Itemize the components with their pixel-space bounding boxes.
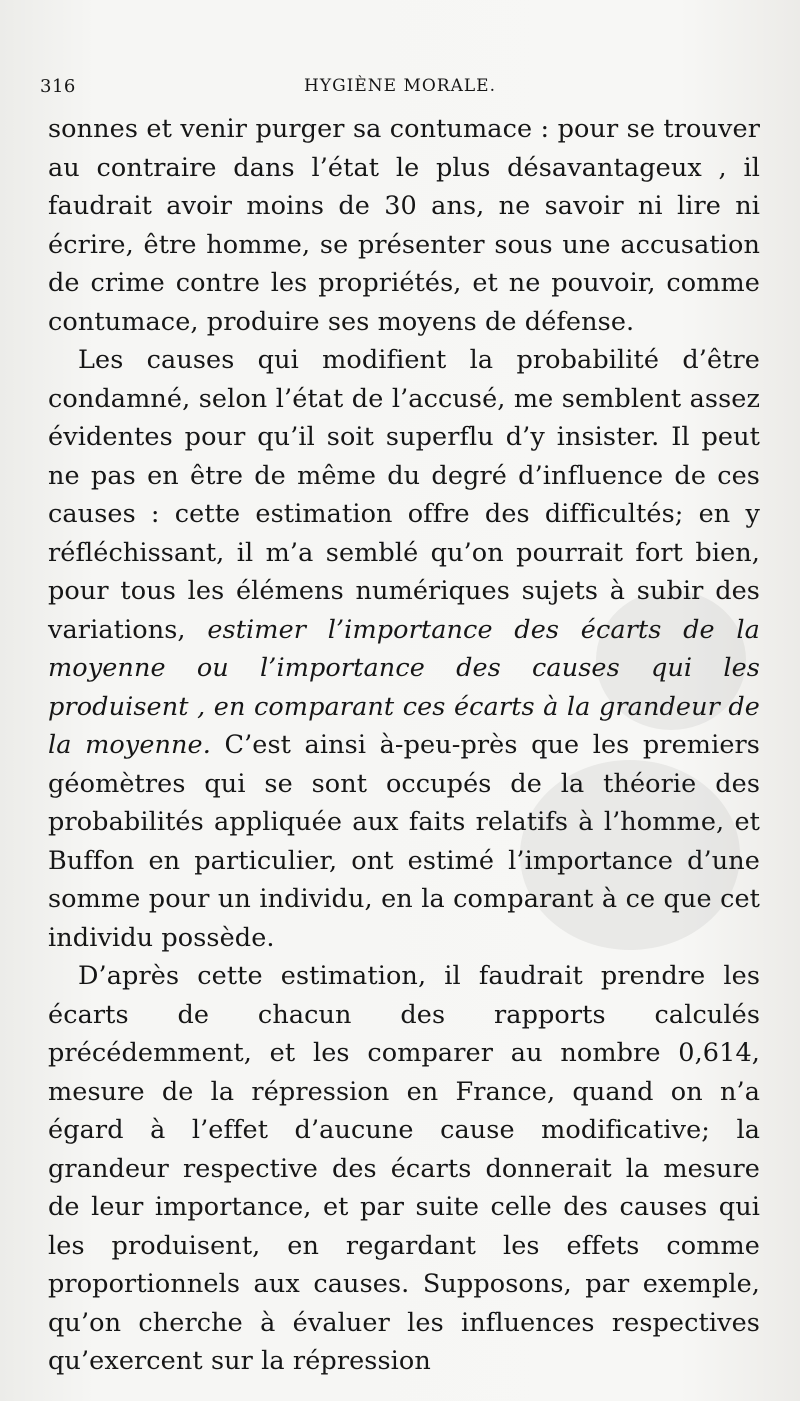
page-header [40, 76, 760, 102]
paragraph [48, 341, 760, 957]
paragraph [48, 957, 760, 1381]
paragraph-text: Les causes qui modifient la probabilité d’être condamné, selon l’état de l’accusé, me semblent assez évidentes pour qu’il soit superflu d’y insister. Il peut ne pas en être de même du degré d’influence de ces causes : cette estimation offre des difficultés; en y réfléchissant, il m’a semblé qu’on pourrait fort bien, pour tous les élémens numériques sujets à subir des variations, [48, 345, 760, 645]
italic-emphasis: estimer l’importance des écarts de la moyenne ou l’importance des causes qui les produisent , en comparant ces écarts à la grandeur de la moyenne. [48, 614, 760, 760]
page-body [48, 110, 760, 1381]
paragraph [48, 110, 760, 341]
page-number: 316 [40, 76, 76, 97]
paragraph-text: sonnes et venir purger sa contumace : pour se trouver au contraire dans l’état le plus désavantageux , il faudrait avoir moins de 30 ans, ne savoir ni lire ni écrire, être homme, se présenter sous une accusation de crime contre les propriétés, et ne pouvoir, comme contumace, produire ses moyens de défense. [48, 114, 760, 337]
paragraph-text: D’après cette estimation, il faudrait prendre les écarts de chacun des rapports calculés précédemment, et les comparer au nombre 0,614, mesure de la répression en France, quand on n’a égard à l’effet d’aucune cause modificative; la grandeur respective des écarts donnerait la mesure de leur importance, et par suite celle des causes qui les produisent, en regardant les effets comme proportionnels aux causes. Supposons, par exemple, qu’on cherche à évaluer les influences respectives qu’exercent sur la répression [48, 961, 760, 1376]
running-title: HYGIÈNE MORALE. [304, 76, 496, 96]
paragraph-text: C’est ainsi à-peu-près que les premiers géomètres qui se sont occupés de la théorie des probabilités appliquée aux faits relatifs à l’homme, et Buffon en particulier, ont estimé l’importance d’une somme pour un individu, en la comparant à ce que cet individu possède. [48, 730, 760, 953]
